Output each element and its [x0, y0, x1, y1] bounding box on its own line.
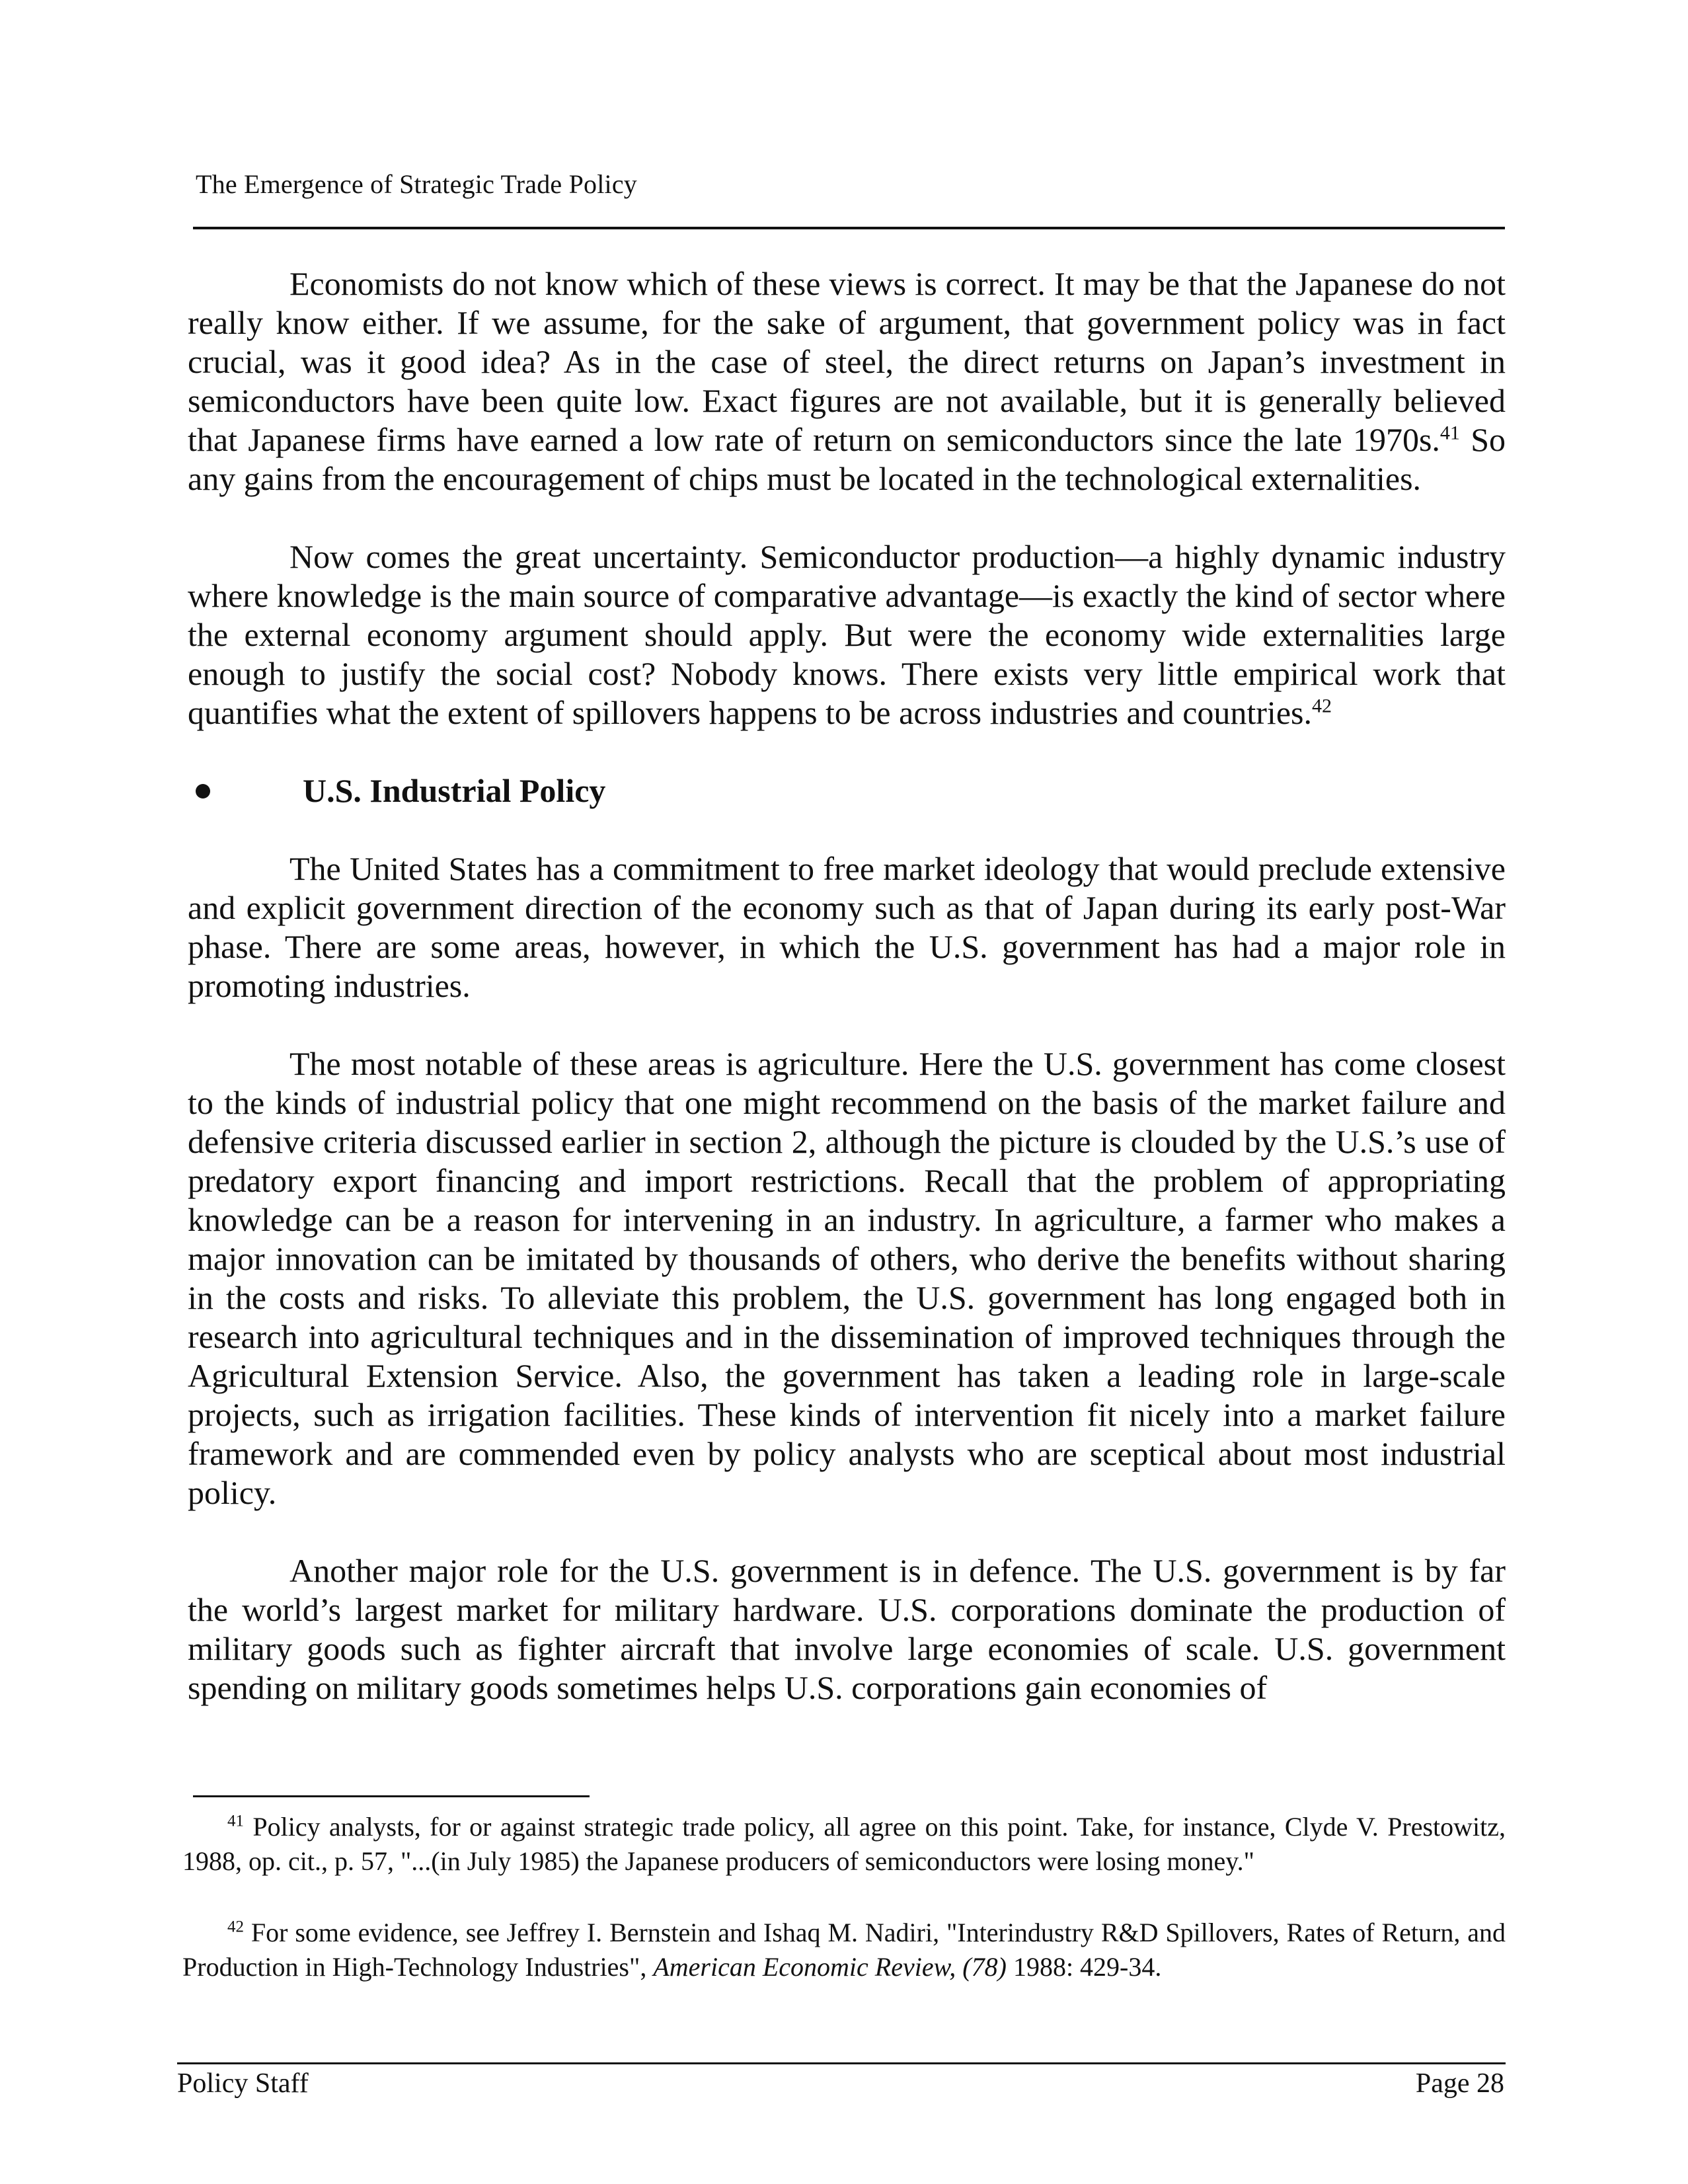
footnote-ref-41[interactable]: 41	[1439, 422, 1460, 444]
footnote-42-text-after: 1988: 429-34.	[1006, 1952, 1162, 1982]
section-heading-text: U.S. Industrial Policy	[303, 772, 606, 809]
footnote-ref-42[interactable]: 42	[1311, 695, 1332, 717]
paragraph-5: Another major role for the U.S. government is in defence. The U.S. government is by far the world’s largest market for military hardware. U.S. corporations dominate the production of military goods such as fighter aircraft that involve large economies of scale. U.S. government spending on military goods sometimes helps U.S. corporations gain economies of	[188, 1552, 1506, 1706]
running-header: The Emergence of Strategic Trade Policy	[196, 169, 637, 199]
paragraph-1-text: Economists do not know which of these views is correct. It may be that the Japanese do not really know either. If we assume, for the sake of argument, that government policy was in fact crucial, was it good idea? As in the case of steel, the direct returns on Japan’s investment in semiconductors have been quite low. Exact figures are not available, but it is generally believed that Japanese firms have earned a low rate of return on semiconductors since the late 1970s.	[188, 265, 1506, 458]
bullet-icon	[196, 784, 210, 799]
footnotes	[182, 1810, 1506, 2021]
footer-rule	[177, 2062, 1506, 2064]
footer-left: Policy Staff	[177, 2068, 309, 2099]
paragraph-1-text-after: So any gains from the encouragement of chips must be located in the technological externalities.	[188, 421, 1506, 497]
paragraph-2-text: Now comes the great uncertainty. Semiconductor production—a highly dynamic industry where knowledge is the main source of comparative advantage—is exactly the kind of sector where the external economy argument should apply. But were the economy wide externalities large enough to justify the social cost? Nobody knows. There exists very little empirical work that quantifies what the extent of spillovers happens to be across industries and countries.	[188, 538, 1506, 731]
footnote-41-number: 41	[227, 1812, 244, 1830]
main-body	[188, 264, 1506, 1746]
footnote-42	[182, 1916, 1506, 1984]
footnote-separator	[193, 1795, 590, 1797]
paragraph-1	[188, 264, 1506, 498]
footnote-41-text: Policy analysts, for or against strategic trade policy, all agree on this point. Take, for instance, Clyde V. Prestowitz, 1988, op. cit., p. 57, "...(in July 1985) the Japanese producers of semiconductors were losing money."	[182, 1812, 1506, 1876]
footnote-42-number: 42	[227, 1918, 244, 1936]
page-number: Page 28	[1415, 2068, 1504, 2099]
footnote-42-journal: American Economic Review, (78)	[653, 1952, 1007, 1982]
paragraph-4: The most notable of these areas is agriculture. Here the U.S. government has come closest to the kinds of industrial policy that one might recommend on the basis of the market failure and defensive criteria discussed earlier in section 2, although the picture is clouded by the U.S.’s use of predatory export financing and import restrictions. Recall that the problem of appropriating knowledge can be a reason for intervening in an industry. In agriculture, a farmer who makes a major innovation can be imitated by thousands of others, who derive the benefits without sharing in the costs and risks. To alleviate this problem, the U.S. government has long engaged both in research into agricultural techniques and in the dissemination of improved techniques through the Agricultural Extension Service. Also, the government has taken a leading role in large-scale projects, such as irrigation facilities. These kinds of intervention fit nicely into a market failure framework and are commended even by policy analysts who are sceptical about most industrial policy.	[188, 1045, 1506, 1511]
paragraph-3: The United States has a commitment to free market ideology that would preclude extensive and explicit government direction of the economy such as that of Japan during its early post-War phase. There are some areas, however, in which the U.S. government has had a major role in promoting industries.	[188, 850, 1506, 1004]
footnote-42-text: For some evidence, see Jeffrey I. Bernstein and Ishaq M. Nadiri, "Interindustry R&D Spillovers, Rates of Return, and Production in High-Technology Industries",	[182, 1918, 1506, 1982]
paragraph-2	[188, 537, 1506, 732]
footnote-41	[182, 1810, 1506, 1879]
section-heading-us-industrial-policy	[188, 771, 1506, 810]
header-rule	[193, 227, 1505, 229]
